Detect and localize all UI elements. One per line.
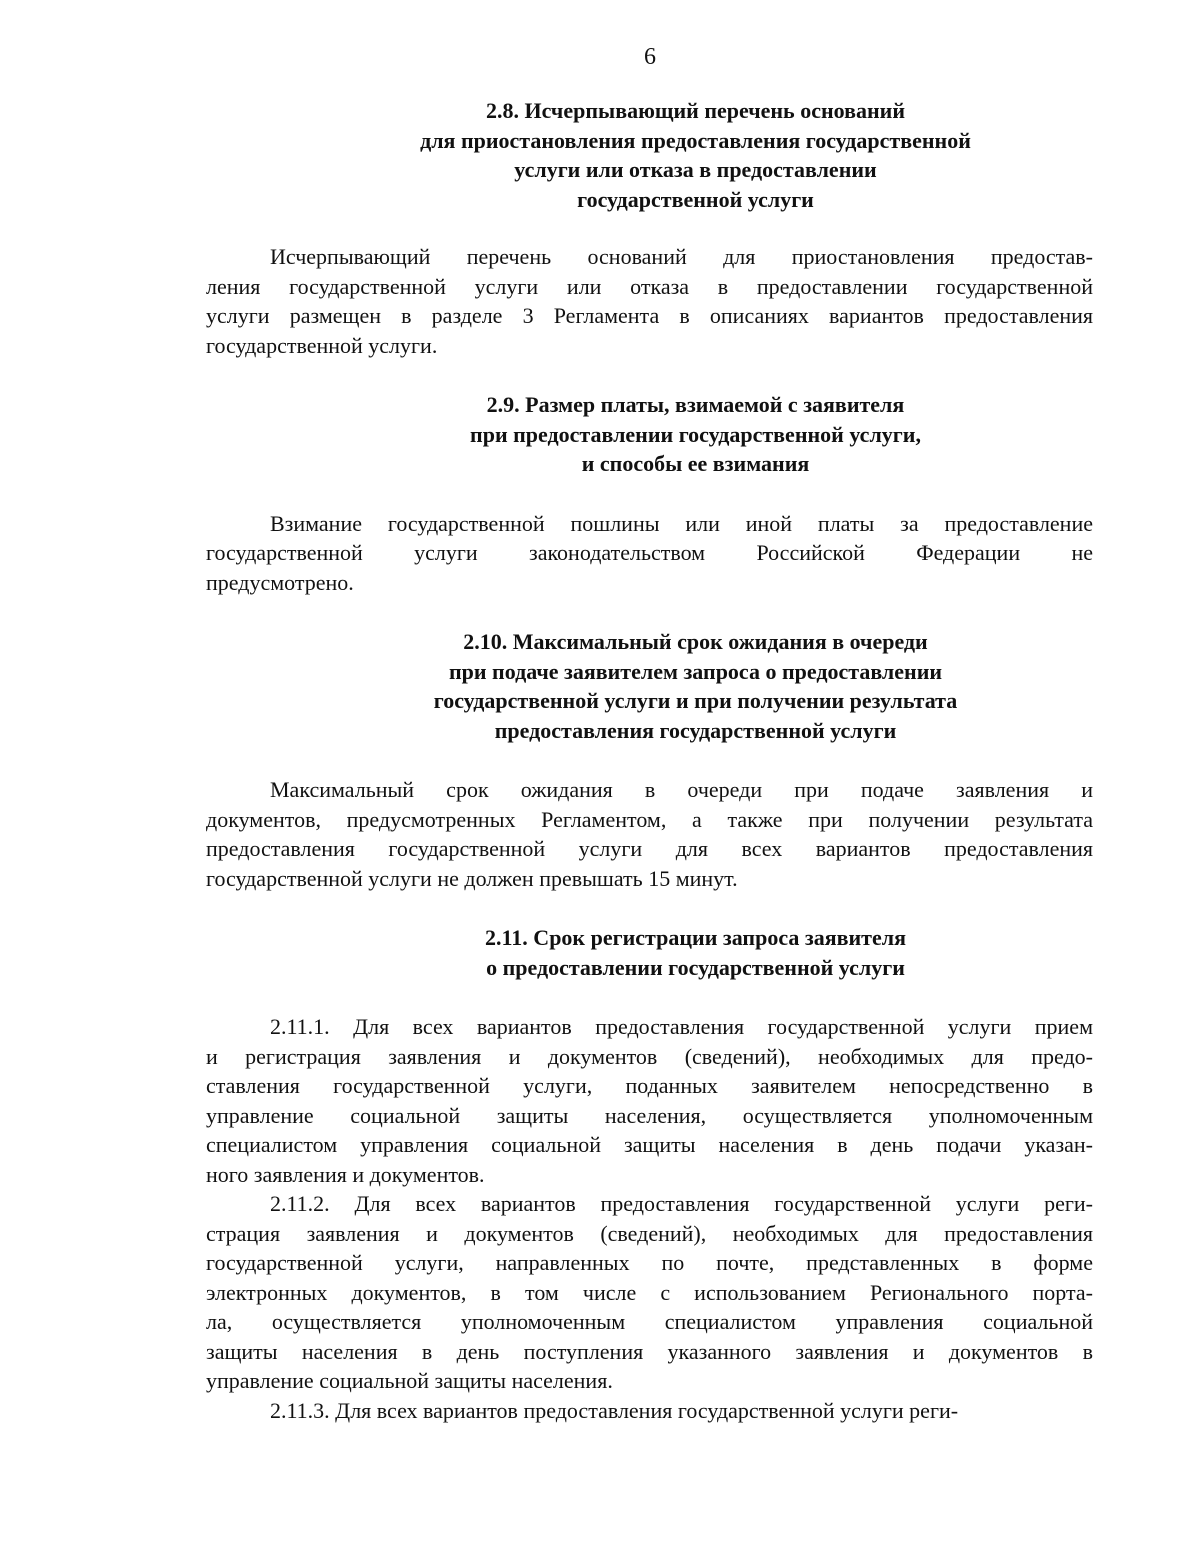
heading-line: и способы ее взимания <box>581 451 810 476</box>
paragraph-line: государственной услуги законодательством Российской Федерации не <box>206 540 1093 565</box>
section-heading-2-8 <box>206 96 1093 214</box>
paragraph-line: документов, предусмотренных Регламентом, а также при получении результата <box>206 806 1093 832</box>
paragraph-line: государственной услуги не должен превышать 15 минут. <box>206 865 738 891</box>
heading-line: 2.9. Размер платы, взимаемой с заявителя <box>486 392 905 417</box>
paragraph-line: услуги размещен в разделе 3 Регламента в описаниях вариантов предоставления <box>206 303 1093 328</box>
heading-line: при подаче заявителем запроса о предоставлении <box>448 658 943 684</box>
section-heading-2-9 <box>206 390 1093 479</box>
section-heading-2-10 <box>206 627 1093 745</box>
paragraph-line: государственной услуги, направленных по почте, представленных в форме <box>206 1250 1093 1275</box>
section-heading-2-11 <box>206 923 1093 982</box>
paragraph-line: страция заявления и документов (сведений), необходимых для предоставления <box>206 1220 1093 1246</box>
paragraph-line: и регистрация заявления и документов (сведений), необходимых для предо- <box>206 1043 1093 1069</box>
paragraph <box>206 775 1093 893</box>
paragraph-line: Максимальный срок ожидания в очереди при подаче заявления и <box>270 777 1093 802</box>
paragraph-line: ления государственной услуги или отказа в предоставлении государственной <box>206 273 1093 299</box>
paragraph-line: предусмотрено. <box>206 569 354 595</box>
paragraph-line: электронных документов, в том числе с использованием Регионального порта- <box>206 1279 1093 1305</box>
heading-line: государственной услуги <box>577 186 814 212</box>
paragraph <box>206 242 1093 360</box>
heading-line: о предоставлении государственной услуги <box>486 954 905 980</box>
heading-line: 2.11. Срок регистрации запроса заявителя <box>485 925 906 950</box>
paragraph-line: ного заявления и документов. <box>206 1161 485 1187</box>
paragraph-line: 2.11.3. Для всех вариантов предоставления государственной услуги реги- <box>270 1397 959 1423</box>
paragraph-line: государственной услуги. <box>206 332 438 358</box>
heading-line: предоставления государственной услуги <box>494 717 897 743</box>
paragraph-line: Взимание государственной пошлины или иной платы за предоставление <box>270 510 1093 536</box>
paragraph-2-11-3 <box>206 1396 1093 1426</box>
heading-line: услуги или отказа в предоставлении <box>514 157 877 182</box>
paragraph-2-11-2 <box>206 1189 1093 1396</box>
heading-line: 2.8. Исчерпывающий перечень оснований <box>486 98 905 123</box>
paragraph-line: ставления государственной услуги, поданных заявителем непосредственно в <box>206 1073 1093 1098</box>
paragraph-line: управление социальной защиты населения, осуществляется уполномоченным <box>206 1102 1093 1128</box>
paragraph-line: 2.11.1. Для всех вариантов предоставления государственной услуги прием <box>270 1014 1093 1039</box>
document-body <box>206 96 1093 1425</box>
paragraph-line: специалистом управления социальной защиты населения в день подачи указан- <box>206 1132 1093 1157</box>
heading-line: 2.10. Максимальный срок ожидания в очереди <box>463 629 928 654</box>
paragraph-line: предоставления государственной услуги для всех вариантов предоставления <box>206 836 1093 861</box>
paragraph-line: защиты населения в день поступления указанного заявления и документов в <box>206 1338 1093 1364</box>
paragraph-2-11-1 <box>206 1012 1093 1189</box>
page-number: 6 <box>644 44 656 70</box>
heading-line: при предоставлении государственной услуги, <box>470 421 921 447</box>
paragraph-line: ла, осуществляется уполномоченным специалистом управления социальной <box>206 1309 1093 1334</box>
paragraph-line: 2.11.2. Для всех вариантов предоставления государственной услуги реги- <box>270 1191 1093 1216</box>
paragraph-line: управление социальной защиты населения. <box>206 1368 613 1393</box>
paragraph <box>206 509 1093 598</box>
heading-line: государственной услуги и при получении результата <box>433 688 958 713</box>
heading-line: для приостановления предоставления государственной <box>420 127 971 153</box>
paragraph-line: Исчерпывающий перечень оснований для приостановления предостав- <box>270 244 1093 269</box>
